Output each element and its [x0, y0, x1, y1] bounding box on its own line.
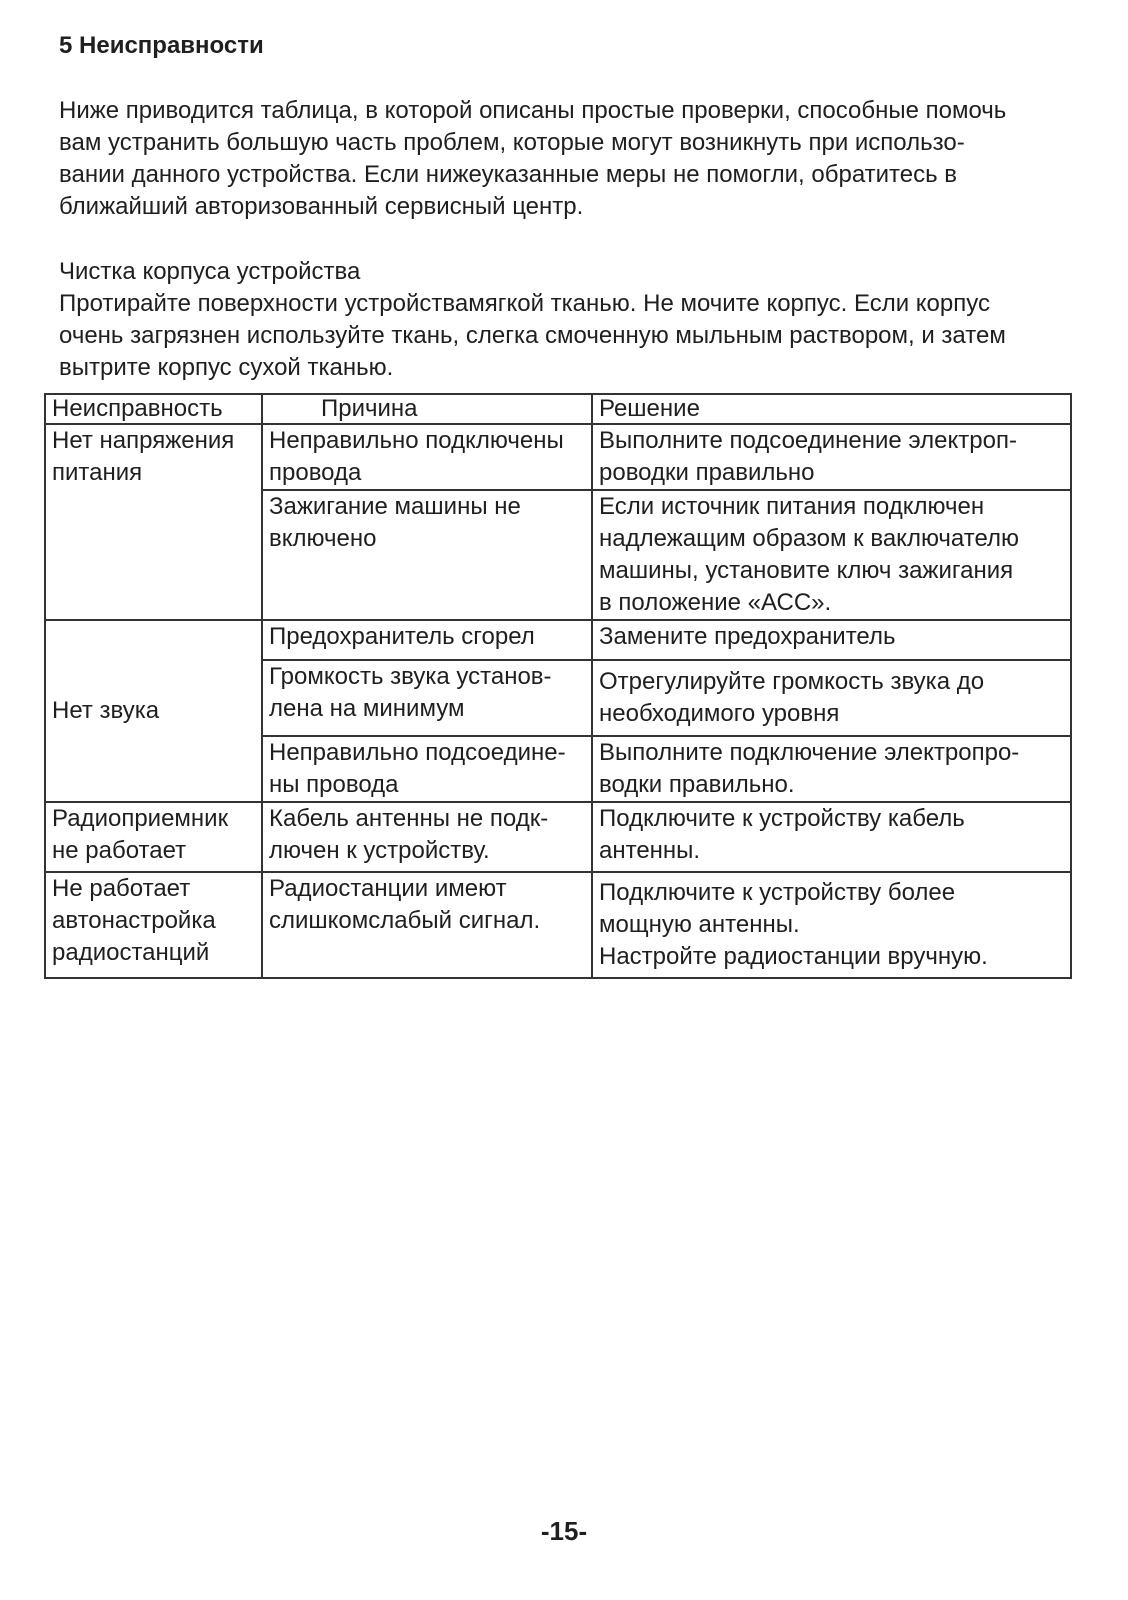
table-row [45, 872, 1071, 978]
problem-cell: Нет звука [45, 620, 262, 802]
solution-cell: Подключите к устройству кабель антенны. [592, 802, 1071, 872]
page-number: -15- [540, 1516, 588, 1546]
table-row [45, 424, 1071, 490]
cause-cell: Зажигание машины не включено [262, 490, 592, 620]
cause-cell: Неправильно подсоедине- ны провода [262, 736, 592, 802]
solution-cell: Замените предохранитель [592, 620, 1071, 660]
cleaning-title: Чистка корпуса устройства [59, 258, 361, 285]
cause-cell: Громкость звука установ- лена на минимум [262, 660, 592, 736]
problem-cell: Радиоприемник не работает [45, 802, 262, 872]
cause-cell: Неправильно подключены провода [262, 424, 592, 490]
header-problem: Неисправность [45, 394, 262, 424]
table-row [45, 802, 1071, 872]
cleaning-text: Протирайте поверхности устройствамягкой тканью. Не мочите корпус. Если корпус очень загрязнен используйте ткань, слегка смоченную мыльным раствором, и затем вытрите корпус сухой тканью. [59, 290, 1006, 381]
cause-cell: Предохранитель сгорел [262, 620, 592, 660]
cause-cell: Радиостанции имеют слишкомслабый сигнал. [262, 872, 592, 978]
header-solution: Решение [592, 394, 1071, 424]
intro-paragraph: Ниже приводится таблица, в которой описаны простые проверки, способные помочь вам устранить большую часть проблем, которые могут возникнуть при использо- вании данного устройства. Если нижеуказанные меры не помогли, обратитесь в ближайший авторизованный сервисный центр. [59, 97, 1007, 220]
header-cause: Причина [262, 394, 592, 424]
problem-cell: Не работает автонастройка радиостанций [45, 872, 262, 978]
problem-cell: Нет напряжения питания [45, 424, 262, 620]
troubleshooting-table [44, 393, 1072, 979]
solution-cell: Выполните подключение электропро- водки правильно. [592, 736, 1071, 802]
cause-cell: Кабель антенны не подк- лючен к устройству. [262, 802, 592, 872]
solution-cell: Подключите к устройству более мощную антенны. Настройте радиостанции вручную. [592, 872, 1071, 978]
solution-cell: Выполните подсоединение электроп- роводки правильно [592, 424, 1071, 490]
solution-cell: Если источник питания подключен надлежащим образом к ваключателю машины, установите ключ зажигания в положение «АСС». [592, 490, 1071, 620]
section-heading: 5 Неисправности [59, 32, 264, 59]
table-row [45, 620, 1071, 660]
solution-cell: Отрегулируйте громкость звука до необходимого уровня [592, 660, 1071, 736]
table-header-row [45, 394, 1071, 424]
